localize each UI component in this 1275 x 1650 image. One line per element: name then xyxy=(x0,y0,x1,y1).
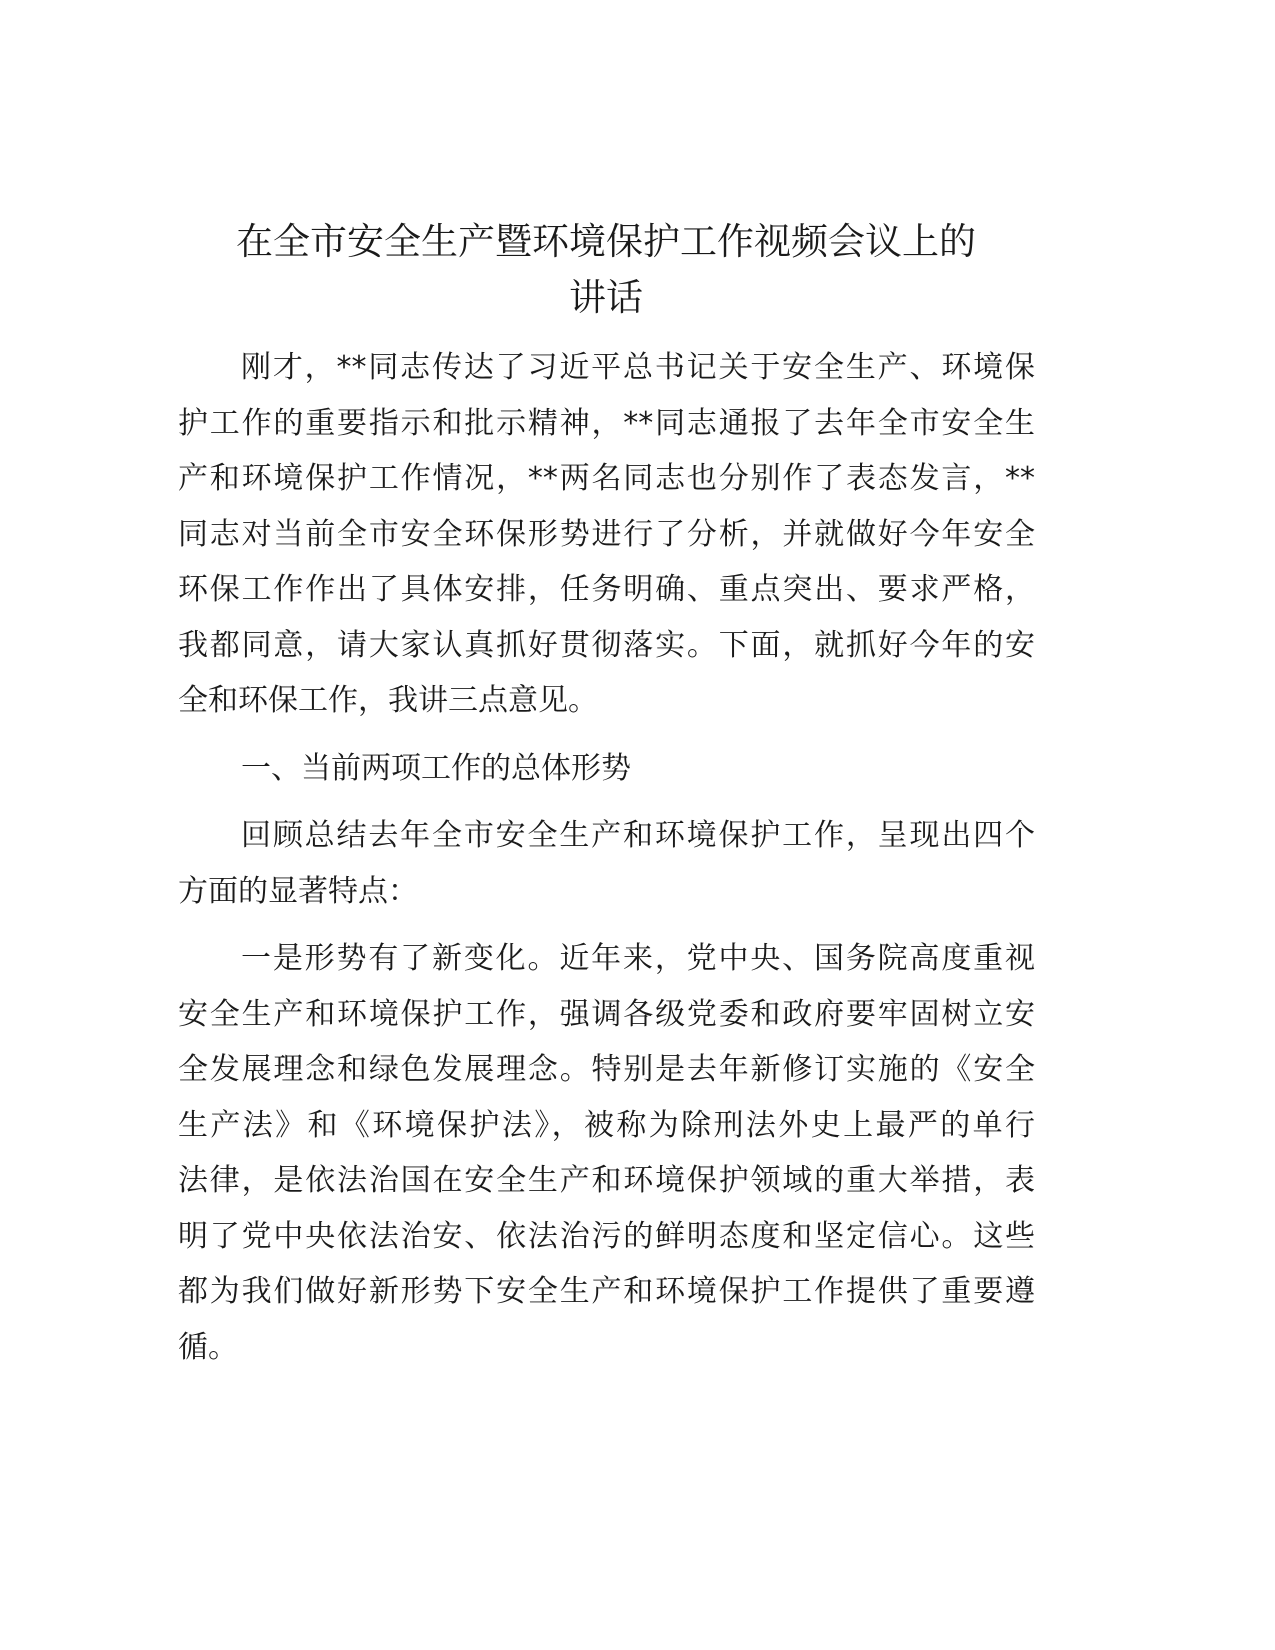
text-line: 同志对当前全市安全环保形势进行了分析，并就做好今年安全 xyxy=(178,516,1035,552)
text-line: 我都同意，请大家认真抓好贯彻落实。下面，就抓好今年的安 xyxy=(178,627,1035,663)
text-line: 产和环境保护工作情况，**两名同志也分别作了表态发言，** xyxy=(178,461,1035,496)
text-line: 方面的显著特点： xyxy=(178,873,418,909)
text-line: 明了党中央依法治安、依法治污的鲜明态度和坚定信心。这些 xyxy=(178,1218,1035,1254)
text-line: 刚才，**同志传达了习近平总书记关于安全生产、环境保 xyxy=(241,350,1035,385)
paragraph xyxy=(178,808,1035,919)
title-line: 在全市安全生产暨环境保护工作视频会议上的 xyxy=(236,220,976,263)
text-line: 全发展理念和绿色发展理念。特别是去年新修订实施的《安全 xyxy=(178,1052,1035,1087)
document-title xyxy=(150,214,1062,326)
section-heading xyxy=(178,741,1035,797)
text-line: 一是形势有了新变化。近年来，党中央、国务院高度重视 xyxy=(241,941,1035,976)
text-line: 生产法》和《环境保护法》，被称为除刑法外史上最严的单行 xyxy=(178,1107,1035,1143)
text-line: 循。 xyxy=(178,1329,238,1365)
text-line: 护工作的重要指示和批示精神，**同志通报了去年全市安全生 xyxy=(178,405,1035,441)
title-line: 讲话 xyxy=(569,276,643,319)
text-line: 都为我们做好新形势下安全生产和环境保护工作提供了重要遵 xyxy=(178,1274,1035,1309)
text-line: 环保工作作出了具体安排，任务明确、重点突出、要求严格， xyxy=(178,572,1035,607)
text-line: 一、当前两项工作的总体形势 xyxy=(241,750,631,786)
document-body xyxy=(178,340,1035,1387)
paragraph xyxy=(178,931,1035,1375)
text-line: 全和环保工作，我讲三点意见。 xyxy=(178,683,598,718)
text-line: 回顾总结去年全市安全生产和环境保护工作，呈现出四个 xyxy=(241,818,1035,853)
paragraph xyxy=(178,340,1035,729)
text-line: 法律，是依法治国在安全生产和环境保护领域的重大举措，表 xyxy=(178,1163,1035,1198)
text-line: 安全生产和环境保护工作，强调各级党委和政府要牢固树立安 xyxy=(178,996,1035,1032)
